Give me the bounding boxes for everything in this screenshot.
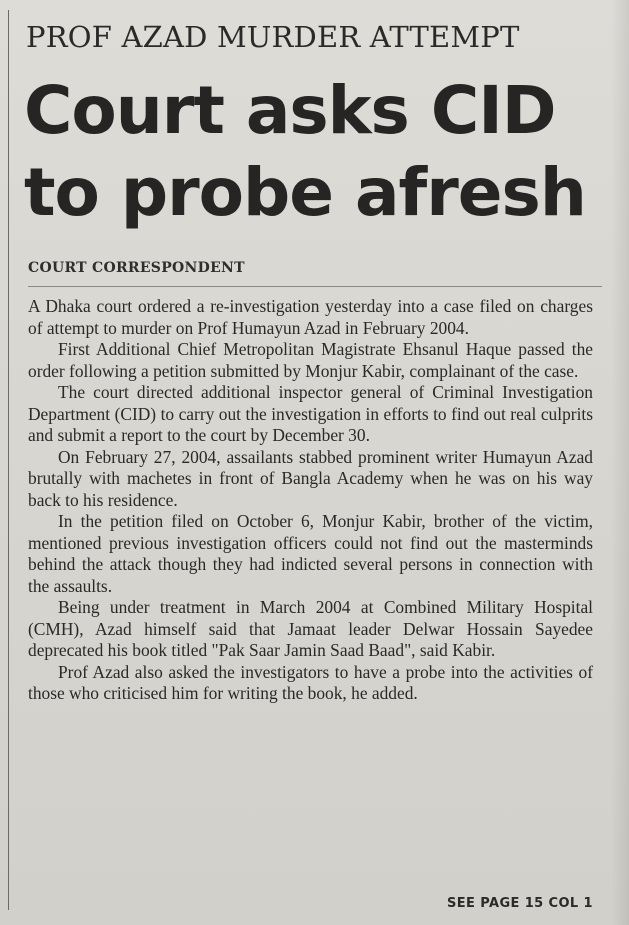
paragraph-5: In the petition filed on October 6, Monjur Kabir, brother of the victim, mentioned previous investigation officers could not find out the masterminds behind the attack though they had indicted several persons in connection with the assaults. [28,511,593,596]
paragraph-7: Prof Azad also asked the investigators to have a probe into the activities of those who criticised him for writing the book, he added. [28,661,593,703]
paragraph-2: First Additional Chief Metropolitan Magistrate Ehsanul Haque passed the order following a petition submitted by Monjur Kabir, complainant of the case. [28,339,593,381]
continuation-note: SEE PAGE 15 COL 1 [447,896,593,911]
paragraph-3: The court directed additional inspector general of Criminal Investigation Department (CID) to carry out the investigation in efforts to find out real culprits and submit a report to the court by December 30. [28,382,593,445]
byline-divider [28,286,602,287]
paragraph-6: Being under treatment in March 2004 at Combined Military Hospital (CMH), Azad himself said that Jamaat leader Delwar Hossain Sayedee deprecated his book titled "Pak Saar Jamin Saad Baad", said Kabir. [28,597,593,660]
article-byline: COURT CORRESPONDENT [28,260,245,276]
article-headline: Court asks CID to probe afresh [24,72,586,231]
paragraph-1: A Dhaka court ordered a re-investigation yesterday into a case filed on charges of attempt to murder on Prof Humayun Azad in February 2004. [28,296,593,338]
column-rule [8,10,9,910]
article-kicker: PROF AZAD MURDER ATTEMPT [26,20,520,54]
article-body [28,296,593,705]
paragraph-4: On February 27, 2004, assailants stabbed prominent writer Humayun Azad brutally with machetes in front of Bangla Academy when he was on his way back to his residence. [28,446,593,510]
